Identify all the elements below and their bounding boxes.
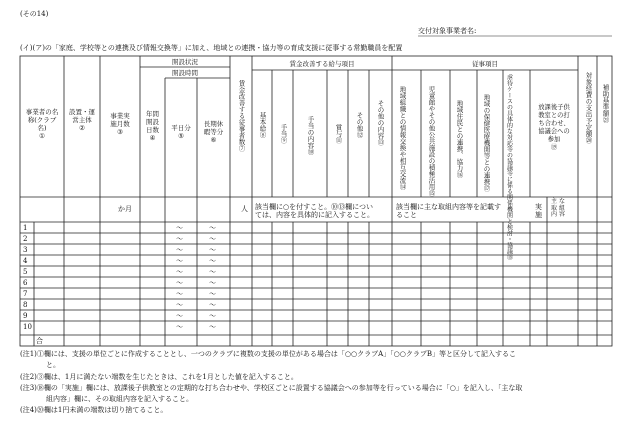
recipient-label: 交付対象事業者名: (418, 27, 477, 35)
header-wage-items: 賃金改善する給与項目 (289, 60, 355, 68)
header-staff-count: 賃金改善する従事者数⑦ (237, 80, 246, 152)
header-duty-2: 児童館やその他公共施設の積極活用⑮ (427, 86, 436, 197)
unit-months: か月 (118, 205, 132, 213)
row-number: 6 (23, 278, 28, 287)
row-weekday-range: 〜 (176, 245, 183, 254)
row-weekday-range: 〜 (176, 289, 183, 298)
row-long-holiday-range: 〜 (209, 234, 216, 243)
footnotes: (注1)①欄には、支援の単位ごとに作成することとし、一つのクラブに複数の支援の単位がある場合は「○○クラブA」「○○クラブB」等と区分して記入するこ と。 (注2)③欄は、1月に満たない端数を生じたときは、これを1月とした値を記入すること。 (注3)⑱欄の「実施」欄には、放課後子供教室との定期的な打ち合わせや、学校区ごとに設置する協議会への参加等を行っている場合に「○」を記入し、「主な取 組内容」欄に、その取組内容を記入すること。 (注4)⑳欄は1円未満の端数は切り捨てること。 (20, 350, 523, 415)
row-long-holiday-range: 〜 (209, 245, 216, 254)
header-months: 事業実 施月数 ③ (110, 112, 130, 136)
total-label: 合 (36, 337, 43, 345)
header-annual-days: 年間 開設 日数 ④ (146, 110, 159, 142)
header-duty-6: 放課後子供 教室との打 ち合わせ、 協議会への 参加 ⑲ (538, 104, 570, 151)
row-long-holiday-range: 〜 (209, 256, 216, 265)
header-open-hours: 開設時間 (172, 69, 198, 77)
row-number: 9 (23, 311, 28, 320)
header-duty-1: 地域組織との情報交換や相互交流⑭ (398, 86, 407, 190)
row-long-holiday-range: 〜 (209, 311, 216, 320)
unit-implemented: 実 施 (535, 203, 542, 219)
row-weekday-range: 〜 (176, 278, 183, 287)
row-weekday-range: 〜 (176, 300, 183, 309)
header-wage-bonus: 賞与⑪ (334, 124, 343, 144)
header-club-name: 事業者の名 称(クラブ 名) ① (25, 108, 59, 140)
row-weekday-range: 〜 (176, 267, 183, 276)
header-duty-3: 地域住民との連携、協力⑯ (455, 100, 464, 178)
header-duty-5: 虐待ケースの具体的な対応等の協議等に係る関係機関と検討・協議⑱ (505, 74, 513, 260)
section-title: (イ)(ア)の「家庭、学校等との連携及び情報交換等」に加え、地域との連携・協力等の育成支援に従事する常勤職員を配置 (20, 44, 403, 52)
unit-persons: 人 (241, 205, 248, 213)
header-wage-allowance: 手当⑨ (279, 124, 288, 144)
header-duty-items: 従事項目 (472, 60, 498, 68)
header-planned-cost: 対象経費の支出予定額⑳ (584, 72, 593, 144)
row-weekday-range: 〜 (176, 256, 183, 265)
wage-note: 該当欄に○を付すこと。⑩⑬欄につい ては、内容を具体的に記入すること。 (255, 203, 374, 219)
row-long-holiday-range: 〜 (209, 278, 216, 287)
row-long-holiday-range: 〜 (209, 289, 216, 298)
row-weekday-range: 〜 (176, 234, 183, 243)
header-duty-4: 地域の保健医療機関等との連携⑰ (482, 94, 491, 192)
row-number: 7 (23, 289, 28, 298)
row-weekday-range: 〜 (176, 223, 183, 232)
row-number: 8 (23, 300, 28, 309)
row-long-holiday-range: 〜 (209, 267, 216, 276)
row-number: 4 (23, 256, 28, 265)
row-number: 2 (23, 234, 28, 243)
header-subsidy: 補助基準額㉑ (601, 84, 610, 123)
row-weekday-range: 〜 (176, 322, 183, 331)
page-label: (その14) (20, 10, 49, 18)
header-long-holiday: 長期休 暇等分 ⑥ (203, 120, 224, 144)
row-number: 1 (23, 223, 28, 232)
row-number: 5 (23, 267, 28, 276)
row-long-holiday-range: 〜 (209, 322, 216, 331)
header-wage-base: 基本給⑧ (258, 112, 267, 138)
header-open-status: 開設状況 (172, 58, 198, 66)
row-weekday-range: 〜 (176, 311, 183, 320)
header-wage-allowance-detail: 手当の内容⑩ (306, 116, 315, 155)
row-long-holiday-range: 〜 (209, 300, 216, 309)
row-number: 10 (23, 322, 32, 331)
duty-note: 該当欄に主な取組内容等を記載す ること (396, 203, 501, 219)
header-wage-other-detail: その他の内容⑬ (376, 100, 385, 146)
row-long-holiday-range: 〜 (209, 223, 216, 232)
row-number: 3 (23, 245, 28, 254)
header-weekday: 平日分 ⑤ (171, 124, 191, 140)
header-operator: 設置・運 営主体 ② (69, 108, 95, 132)
unit-main-content: 主 な 取 組 内 容 (551, 198, 565, 218)
header-wage-other: その他⑫ (355, 112, 364, 138)
